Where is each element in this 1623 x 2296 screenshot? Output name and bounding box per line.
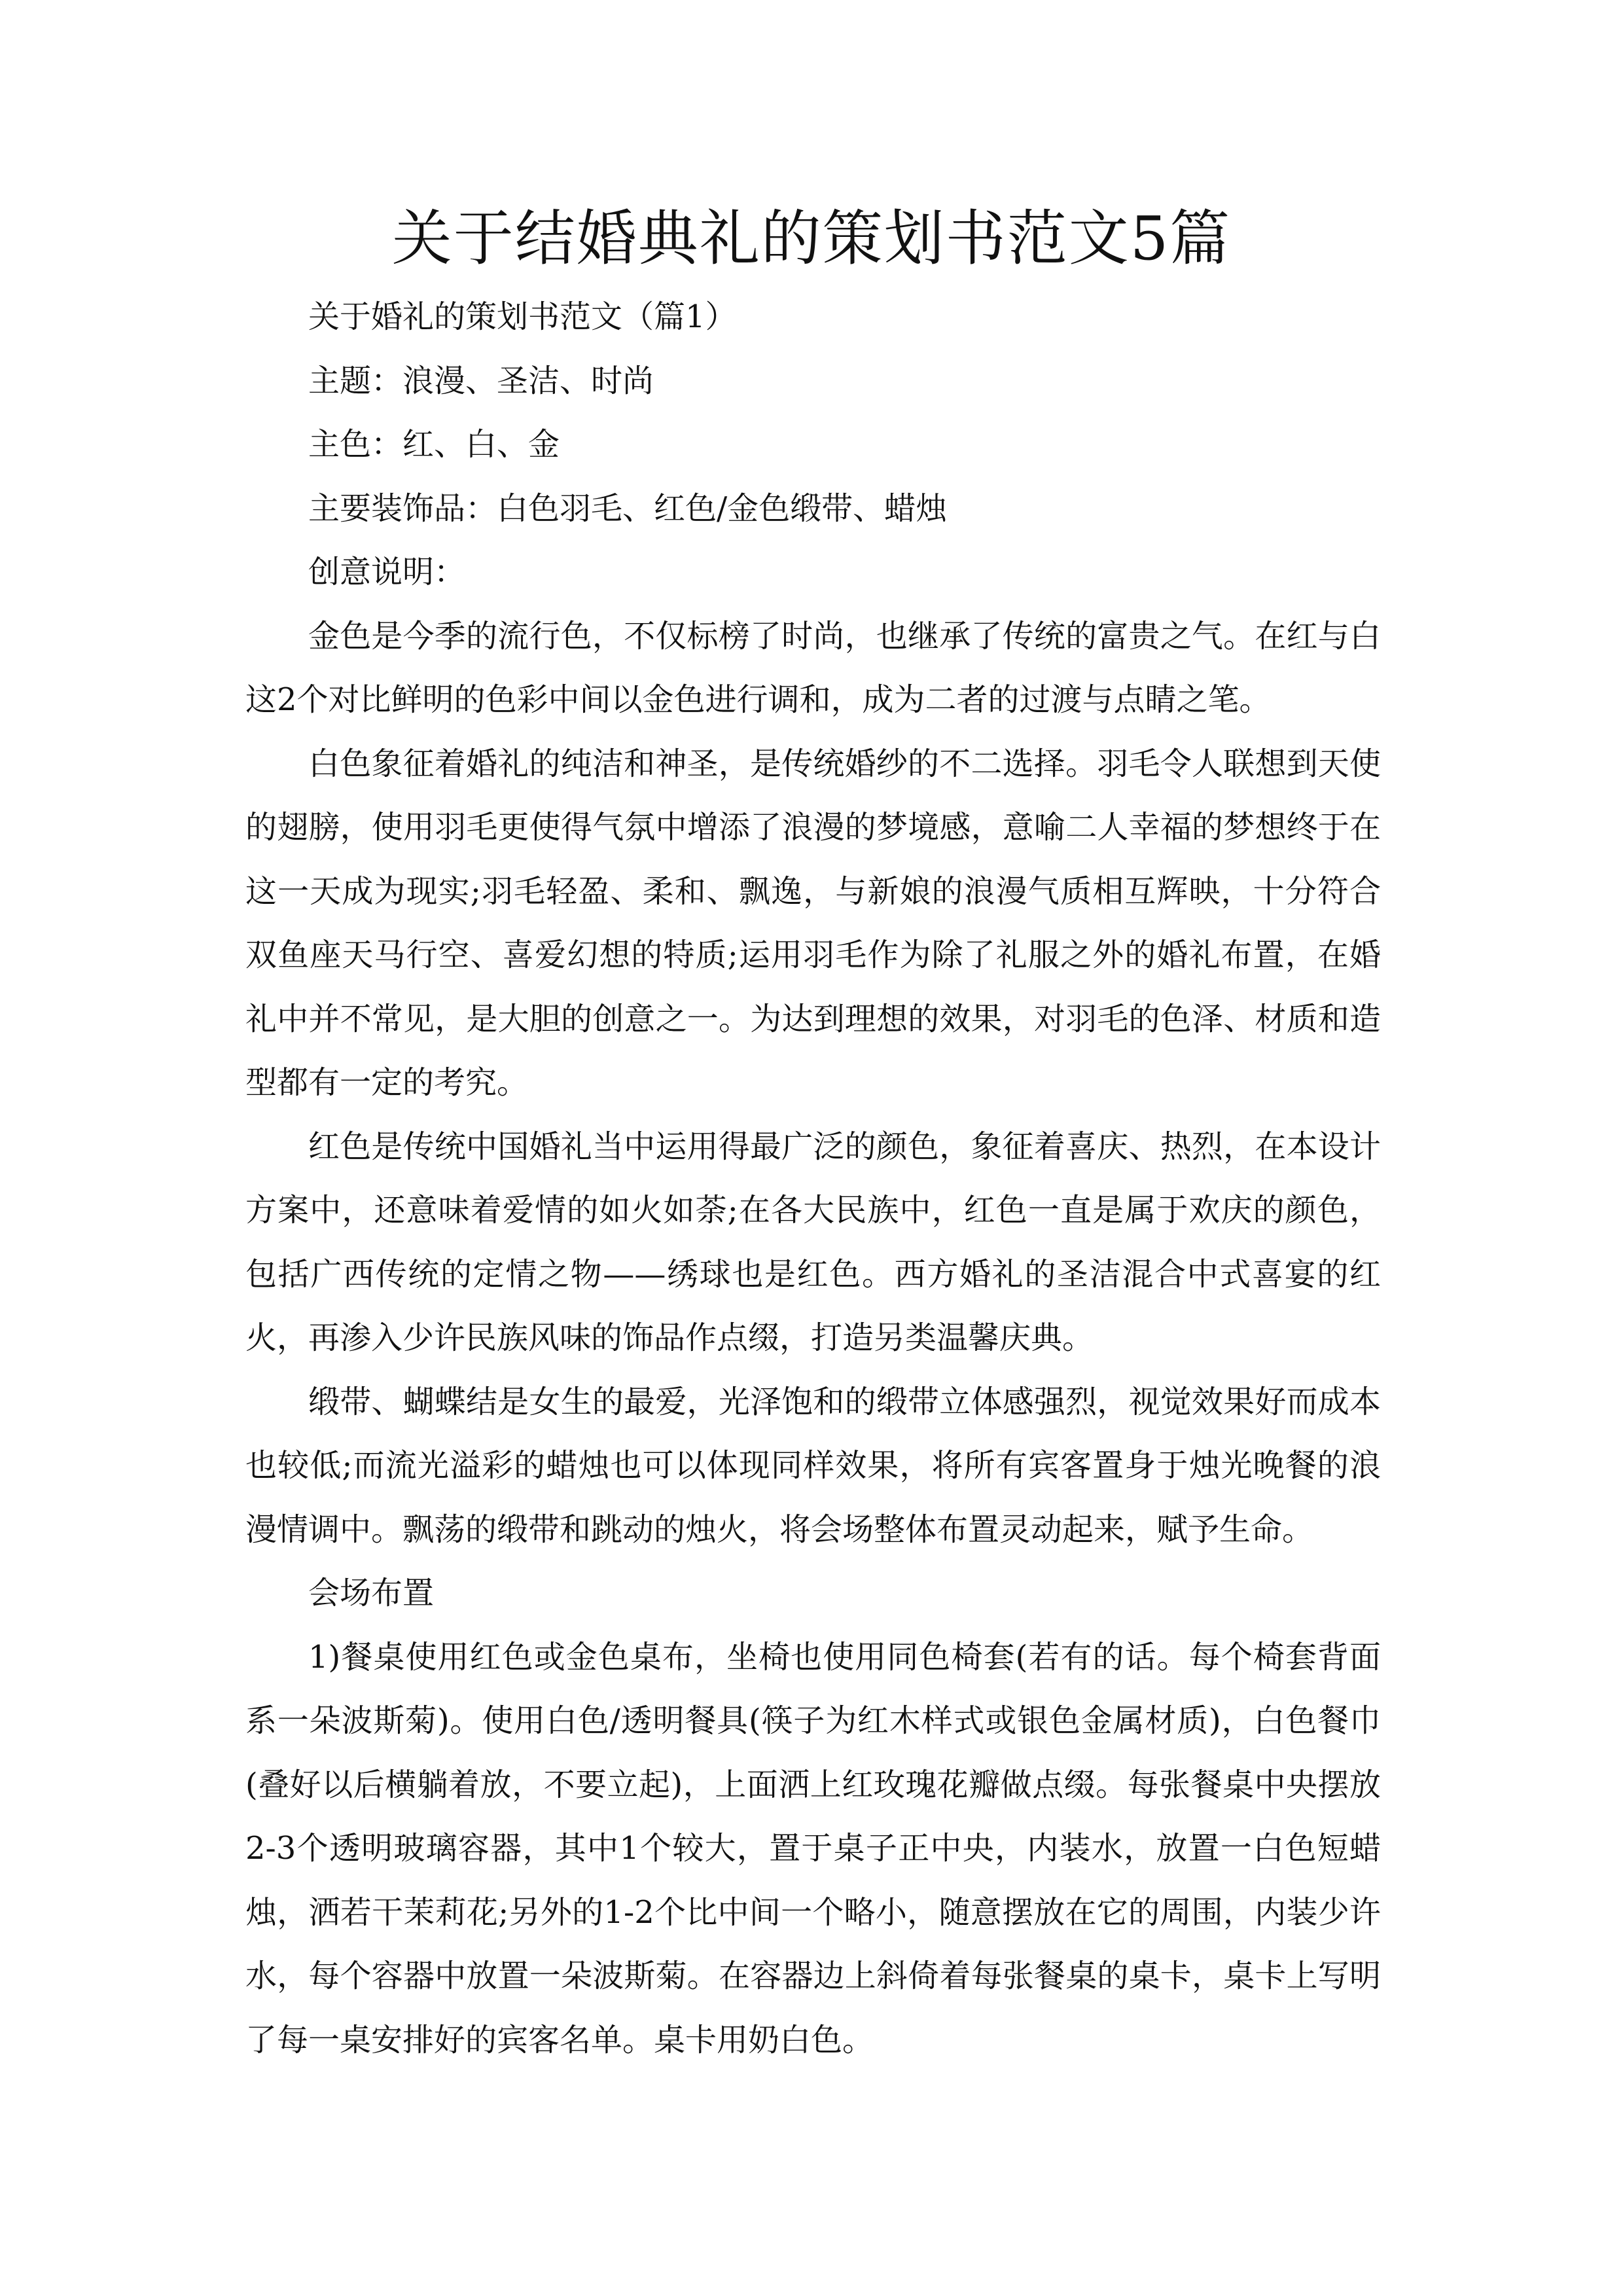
paragraph: 缎带、蝴蝶结是女生的最爱，光泽饱和的缎带立体感强烈，视觉效果好而成本也较低;而流光溢彩的蜡烛也可以体现同样效果，将所有宾客置身于烛光晚餐的浪漫情调中。飘荡的缎带和跳动的烛火，将会场整体布置灵动起来，赋予生命。 <box>245 1383 1381 1548</box>
document-body <box>245 285 1381 2072</box>
paragraph: 会场布置 <box>308 1575 435 1611</box>
paragraph: 1)餐桌使用红色或金色桌布，坐椅也使用同色椅套(若有的话。每个椅套背面系一朵波斯菊)。使用白色/透明餐具(筷子为红木样式或银色金属材质)，白色餐巾(叠好以后横躺着放，不要立起)，上面洒上红玫瑰花瓣做点缀。每张餐桌中央摆放2-3个透明玻璃容器，其中1个较大，置于桌子正中央，内装水，放置一白色短蜡烛，洒若干茉莉花;另外的1-2个比中间一个略小，随意摆放在它的周围，内装少许水，每个容器中放置一朵波斯菊。在容器边上斜倚着每张餐桌的桌卡，桌卡上写明了每一桌安排好的宾客名单。桌卡用奶白色。 <box>245 1638 1381 2058</box>
paragraph: 主要装饰品：白色羽毛、红色/金色缎带、蜡烛 <box>308 490 948 527</box>
paragraph: 白色象征着婚礼的纯洁和神圣，是传统婚纱的不二选择。羽毛令人联想到天使的翅膀，使用羽毛更使得气氛中增添了浪漫的梦境感，意喻二人幸福的梦想终于在这一天成为现实;羽毛轻盈、柔和、飘逸，与新娘的浪漫气质相互辉映，十分符合双鱼座天马行空、喜爱幻想的特质;运用羽毛作为除了礼服之外的婚礼布置，在婚礼中并不常见，是大胆的创意之一。为达到理想的效果，对羽毛的色泽、材质和造型都有一定的考究。 <box>245 745 1381 1101</box>
document-title: 关于结婚典礼的策划书范文5篇 <box>391 204 1232 274</box>
paragraph: 关于婚礼的策划书范文（篇1） <box>308 298 737 335</box>
paragraph: 主色：红、白、金 <box>308 426 560 463</box>
paragraph: 主题：浪漫、圣洁、时尚 <box>308 362 654 399</box>
paragraph: 红色是传统中国婚礼当中运用得最广泛的颜色，象征着喜庆、热烈，在本设计方案中，还意味着爱情的如火如荼;在各大民族中，红色一直是属于欢庆的颜色，包括广西传统的定情之物——绣球也是红色。西方婚礼的圣洁混合中式喜宴的红火，再渗入少许民族风味的饰品作点缀，打造另类温馨庆典。 <box>245 1128 1381 1356</box>
paragraph: 创意说明： <box>308 554 466 590</box>
paragraph: 金色是今季的流行色，不仅标榜了时尚，也继承了传统的富贵之气。在红与白这2个对比鲜明的色彩中间以金色进行调和，成为二者的过渡与点睛之笔。 <box>245 617 1381 718</box>
